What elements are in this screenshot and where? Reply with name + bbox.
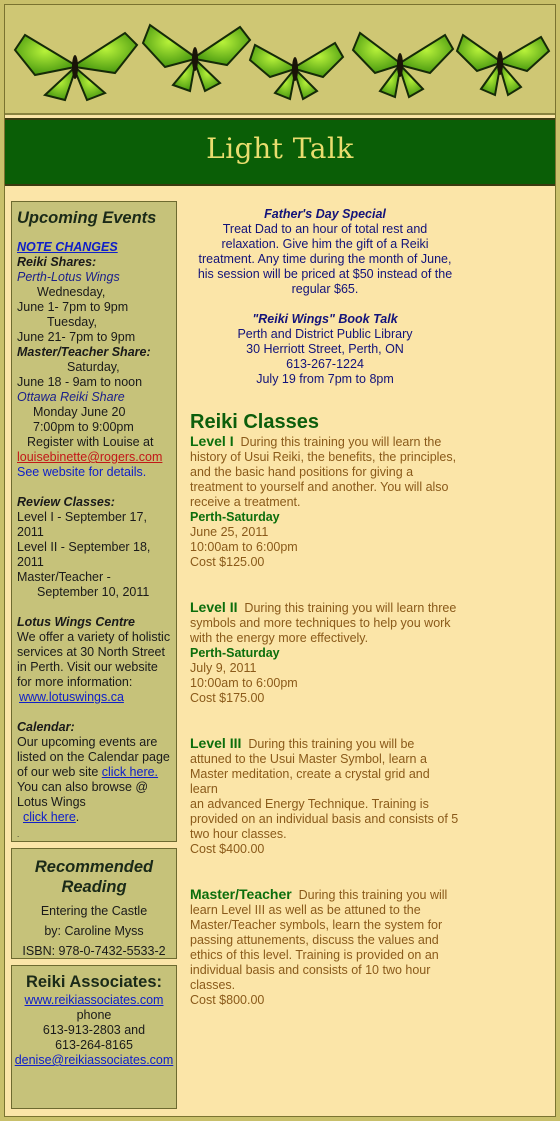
level-2-block	[190, 600, 460, 706]
level-1-text: During this training you will learn the	[240, 435, 442, 449]
lotuswings-link[interactable]: www.lotuswings.ca	[19, 690, 124, 704]
event-text: Monday June 20	[33, 405, 126, 419]
lotus-click-here-link[interactable]: click here	[23, 810, 76, 824]
fathers-day-text: regular $65.	[291, 282, 359, 296]
review-classes-heading: Review Classes:	[17, 495, 115, 509]
level-2-text: with the energy more effectively.	[190, 631, 369, 645]
phone-1: 613-913-2803 and	[42, 1023, 146, 1037]
master-teacher-title: Master/Teacher	[190, 886, 292, 902]
master-teacher-text: individual basis and consists of 10 two hour	[190, 963, 431, 977]
calendar-text: Lotus Wings	[17, 795, 86, 809]
master-teacher-text: During this training you will	[298, 888, 448, 902]
louise-email-link[interactable]: louisebinette@rogers.com	[17, 450, 163, 464]
master-teacher-cost: Cost $800.00	[190, 993, 265, 1007]
level-1-text: receive a treatment.	[190, 495, 301, 509]
master-teacher-text: passing attunements, discuss the values and	[190, 933, 439, 947]
level-3-text: attuned to the Usui Master Symbol, learn a	[190, 752, 427, 766]
book-isbn: ISBN: 978-0-7432-5533-2	[22, 944, 166, 958]
event-text: Wednesday,	[37, 285, 106, 299]
calendar-text: of our web site	[17, 765, 102, 779]
associates-heading: Reiki Associates:	[25, 973, 163, 991]
level-1-cost: Cost $125.00	[190, 555, 265, 569]
lotus-text: for more information:	[17, 675, 133, 689]
fathers-day-text: his session will be priced at $50 instead of the	[197, 267, 453, 281]
fathers-day-text: relaxation. Give him the gift of a Reiki	[221, 237, 429, 251]
associates-website-link[interactable]: www.reikiassociates.com	[24, 993, 164, 1007]
reading-heading-2: Reading	[61, 878, 127, 896]
fathers-day-text: treatment. Any time during the month of June,	[198, 252, 452, 266]
level-1-text: history of Usui Reiki, the benefits, the principles,	[190, 450, 457, 464]
book-talk-heading: "Reiki Wings" Book Talk	[252, 312, 398, 326]
level-2-title: Level II	[190, 599, 238, 615]
event-text: Register with Louise at	[27, 435, 154, 449]
review-text: Level II - September 18,	[17, 540, 151, 554]
level-2-location: Perth-Saturday	[190, 646, 280, 660]
level-2-text: During this training you will learn three	[244, 601, 457, 615]
level-3-text: two hour classes.	[190, 827, 287, 841]
event-text: 7:00pm to 9:00pm	[33, 420, 134, 434]
review-text: Master/Teacher -	[17, 570, 111, 584]
book-talk-text: Perth and District Public Library	[237, 327, 413, 341]
level-1-date: June 25, 2011	[190, 525, 269, 539]
calendar-click-here-link[interactable]: click here.	[101, 765, 159, 779]
level-2-time: 10:00am to 6:00pm	[190, 676, 298, 690]
review-text: 2011	[17, 555, 44, 569]
level-3-text: an advanced Energy Technique. Training is	[190, 797, 429, 811]
reiki-classes-heading: Reiki Classes	[190, 411, 319, 433]
level-1-text: and the basic hand positions for giving a	[190, 465, 414, 479]
level-2-cost: Cost $175.00	[190, 691, 265, 705]
calendar-text: You can also browse @	[17, 780, 149, 794]
book-author: by: Caroline Myss	[44, 924, 144, 938]
page-frame	[4, 4, 556, 1117]
level-3-text: provided on an individual basis and consists of 5	[190, 812, 459, 826]
calendar-text: listed on the Calendar page	[17, 750, 170, 764]
event-text: Saturday,	[67, 360, 120, 374]
lotus-wings-heading: Lotus Wings Centre	[17, 615, 135, 629]
upcoming-events-heading: Upcoming Events	[17, 209, 157, 227]
master-teacher-text: learn Level III as well as be attuned to the	[190, 903, 421, 917]
phone-2: 613-264-8165	[55, 1038, 133, 1052]
ottawa-share-label: Ottawa Reiki Share	[17, 390, 125, 404]
level-3-block	[190, 736, 460, 857]
associates-email-link[interactable]: denise@reikiassociates.com	[14, 1053, 174, 1067]
level-1-text: treatment to yourself and another. You will also	[190, 480, 449, 494]
site-header	[5, 118, 555, 186]
master-teacher-text: classes.	[190, 978, 236, 992]
book-talk-text: July 19 from 7pm to 8pm	[256, 372, 394, 386]
event-text: June 18 - 9am to noon	[17, 375, 143, 389]
book-talk-text: 613-267-1224	[286, 357, 364, 371]
level-2-text: symbols and more techniques to help you work	[190, 616, 451, 630]
note-changes-link[interactable]: NOTE CHANGES	[17, 240, 118, 254]
butterfly-image	[5, 5, 555, 113]
fathers-day-heading: Father's Day Special	[264, 207, 386, 221]
butterfly-banner	[5, 5, 555, 115]
book-title: Entering the Castle	[40, 904, 148, 918]
level-3-text: Master meditation, create a crystal grid and learn	[190, 767, 430, 796]
review-text: Level I - September 17,	[17, 510, 147, 524]
reiki-shares-heading: Reiki Shares:	[17, 255, 97, 269]
calendar-text: .	[75, 810, 80, 824]
review-text: September 10, 2011	[37, 585, 150, 599]
level-1-time: 10:00am to 6:00pm	[190, 540, 298, 554]
book-talk-text: 30 Herriott Street, Perth, ON	[246, 342, 404, 356]
level-3-text: During this training you will be	[248, 737, 415, 751]
level-1-title: Level I	[190, 433, 234, 449]
level-1-location: Perth-Saturday	[190, 510, 280, 524]
event-text: June 21- 7pm to 9pm	[17, 330, 136, 344]
lotus-text: services at 30 North Street	[17, 645, 165, 659]
calendar-text: Our upcoming events are	[17, 735, 158, 749]
lotus-text: We offer a variety of holistic	[17, 630, 171, 644]
calendar-heading: Calendar:	[17, 720, 75, 734]
reading-heading-1: Recommended	[34, 858, 154, 876]
reiki-associates-box	[11, 965, 177, 1109]
fathers-day-section	[190, 207, 460, 387]
master-teacher-text: ethics of this level. Training is provided on an	[190, 948, 439, 962]
perth-lotus-label: Perth-Lotus Wings	[17, 270, 120, 284]
master-teacher-text: Master/Teacher symbols, learn the system for	[190, 918, 443, 932]
event-text: Tuesday,	[47, 315, 98, 329]
level-2-date: July 9, 2011	[190, 661, 257, 675]
master-teacher-block	[190, 887, 460, 1008]
fathers-day-text: Treat Dad to an hour of total rest and	[222, 222, 428, 236]
level-3-cost: Cost $400.00	[190, 842, 265, 856]
tiny-dot: .	[17, 830, 20, 839]
event-text: June 1- 7pm to 9pm	[17, 300, 129, 314]
upcoming-events-box	[11, 201, 177, 842]
master-teacher-share-heading: Master/Teacher Share:	[17, 345, 151, 359]
lotus-text: in Perth. Visit our website	[17, 660, 158, 674]
level-3-title: Level III	[190, 735, 242, 751]
level-1-block	[190, 434, 460, 570]
reiki-classes-section	[190, 411, 460, 1008]
site-title: Light Talk	[206, 132, 354, 165]
phone-label: phone	[76, 1008, 112, 1022]
see-website-text: See website for details.	[17, 465, 147, 479]
review-text: 2011	[17, 525, 44, 539]
recommended-reading-box	[11, 848, 177, 959]
